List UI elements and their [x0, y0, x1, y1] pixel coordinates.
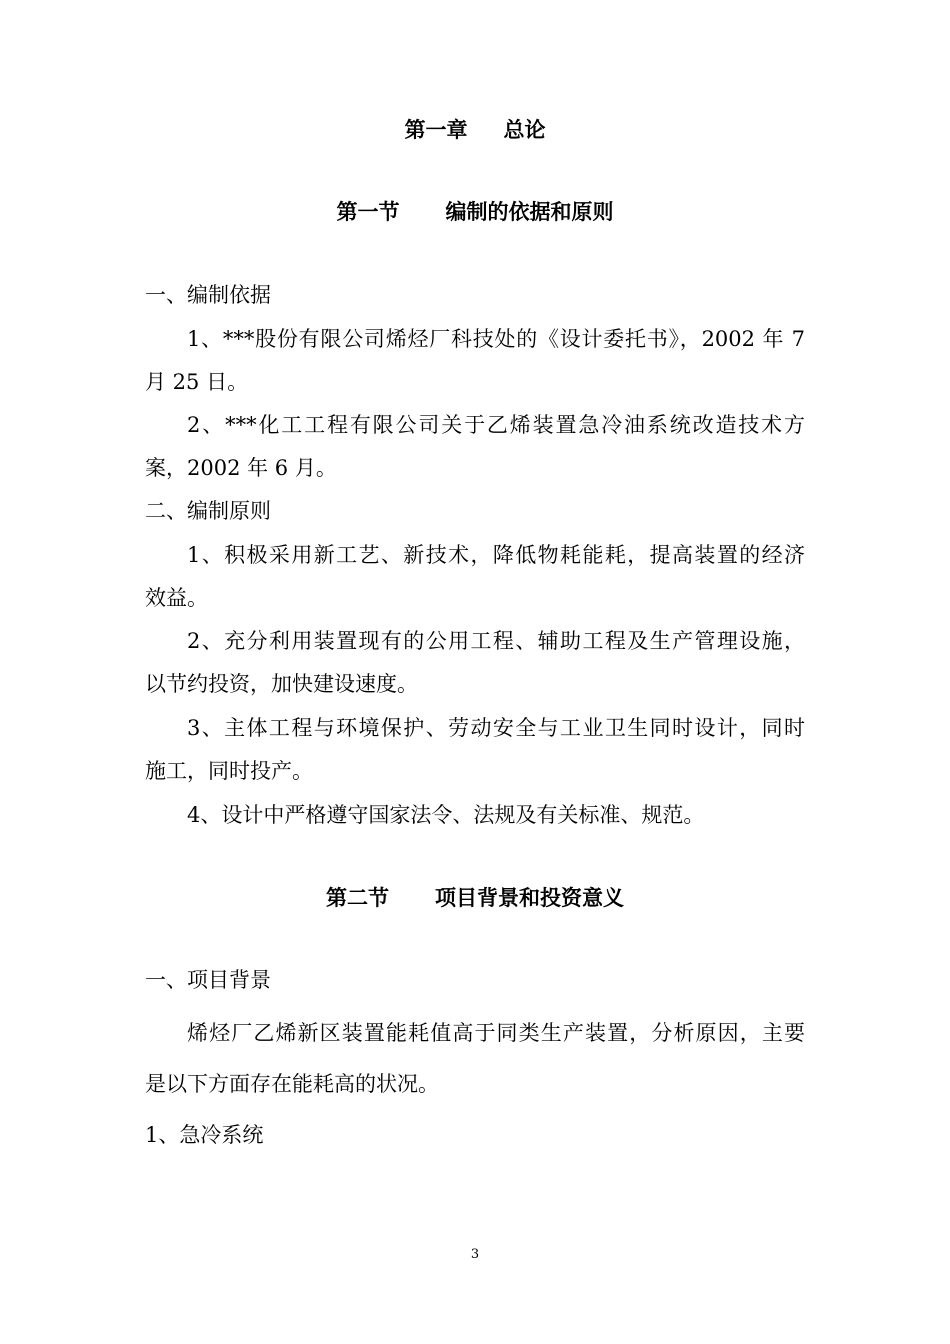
- background-sub1: 1、急冷系统: [145, 1123, 264, 1147]
- principles-item3-line2: 施工，同时投产。: [145, 759, 313, 783]
- background-para-line1: 烯烃厂乙烯新区装置能耗值高于同类生产装置，分析原因，主要: [187, 1021, 805, 1045]
- chapter-heading: [0, 115, 950, 145]
- basis-item2-line2: 案，2002 年 6 月。: [145, 456, 337, 480]
- background-heading: 一、项目背景: [145, 968, 271, 992]
- principles-heading: 二、编制原则: [145, 499, 271, 523]
- basis-item1-line2: 月 25 日。: [145, 370, 249, 394]
- principles-item1-line2: 效益。: [145, 586, 208, 610]
- section2-title: 项目背景和投资意义: [435, 885, 624, 910]
- section1-label: 第一节: [336, 199, 400, 224]
- section2-label: 第二节: [326, 885, 389, 910]
- section1-title: 编制的依据和原则: [445, 199, 614, 224]
- section1-heading: [0, 197, 950, 227]
- section2-heading: [0, 883, 950, 913]
- basis-heading: 一、编制依据: [145, 283, 271, 307]
- principles-item2-line1: 2、充分利用装置现有的公用工程、辅助工程及生产管理设施，: [187, 629, 805, 653]
- basis-item1-line1: 1、***股份有限公司烯烃厂科技处的《设计委托书》，2002 年 7: [187, 327, 805, 351]
- chapter-label: 第一章: [404, 117, 468, 142]
- page-number: 3: [470, 1247, 480, 1262]
- principles-item3-line1: 3、主体工程与环境保护、劳动安全与工业卫生同时设计，同时: [187, 716, 805, 740]
- principles-item2-line2: 以节约投资，加快建设速度。: [145, 672, 418, 696]
- principles-item1-line1: 1、积极采用新工艺、新技术，降低物耗能耗，提高装置的经济: [187, 543, 805, 567]
- chapter-title: 总论: [503, 117, 546, 142]
- background-para-line2: 是以下方面存在能耗高的状况。: [145, 1072, 439, 1096]
- basis-item2-line1: 2、***化工工程有限公司关于乙烯装置急冷油系统改造技术方: [187, 413, 805, 437]
- principles-item4-line1: 4、设计中严格遵守国家法令、法规及有关标准、规范。: [187, 803, 705, 827]
